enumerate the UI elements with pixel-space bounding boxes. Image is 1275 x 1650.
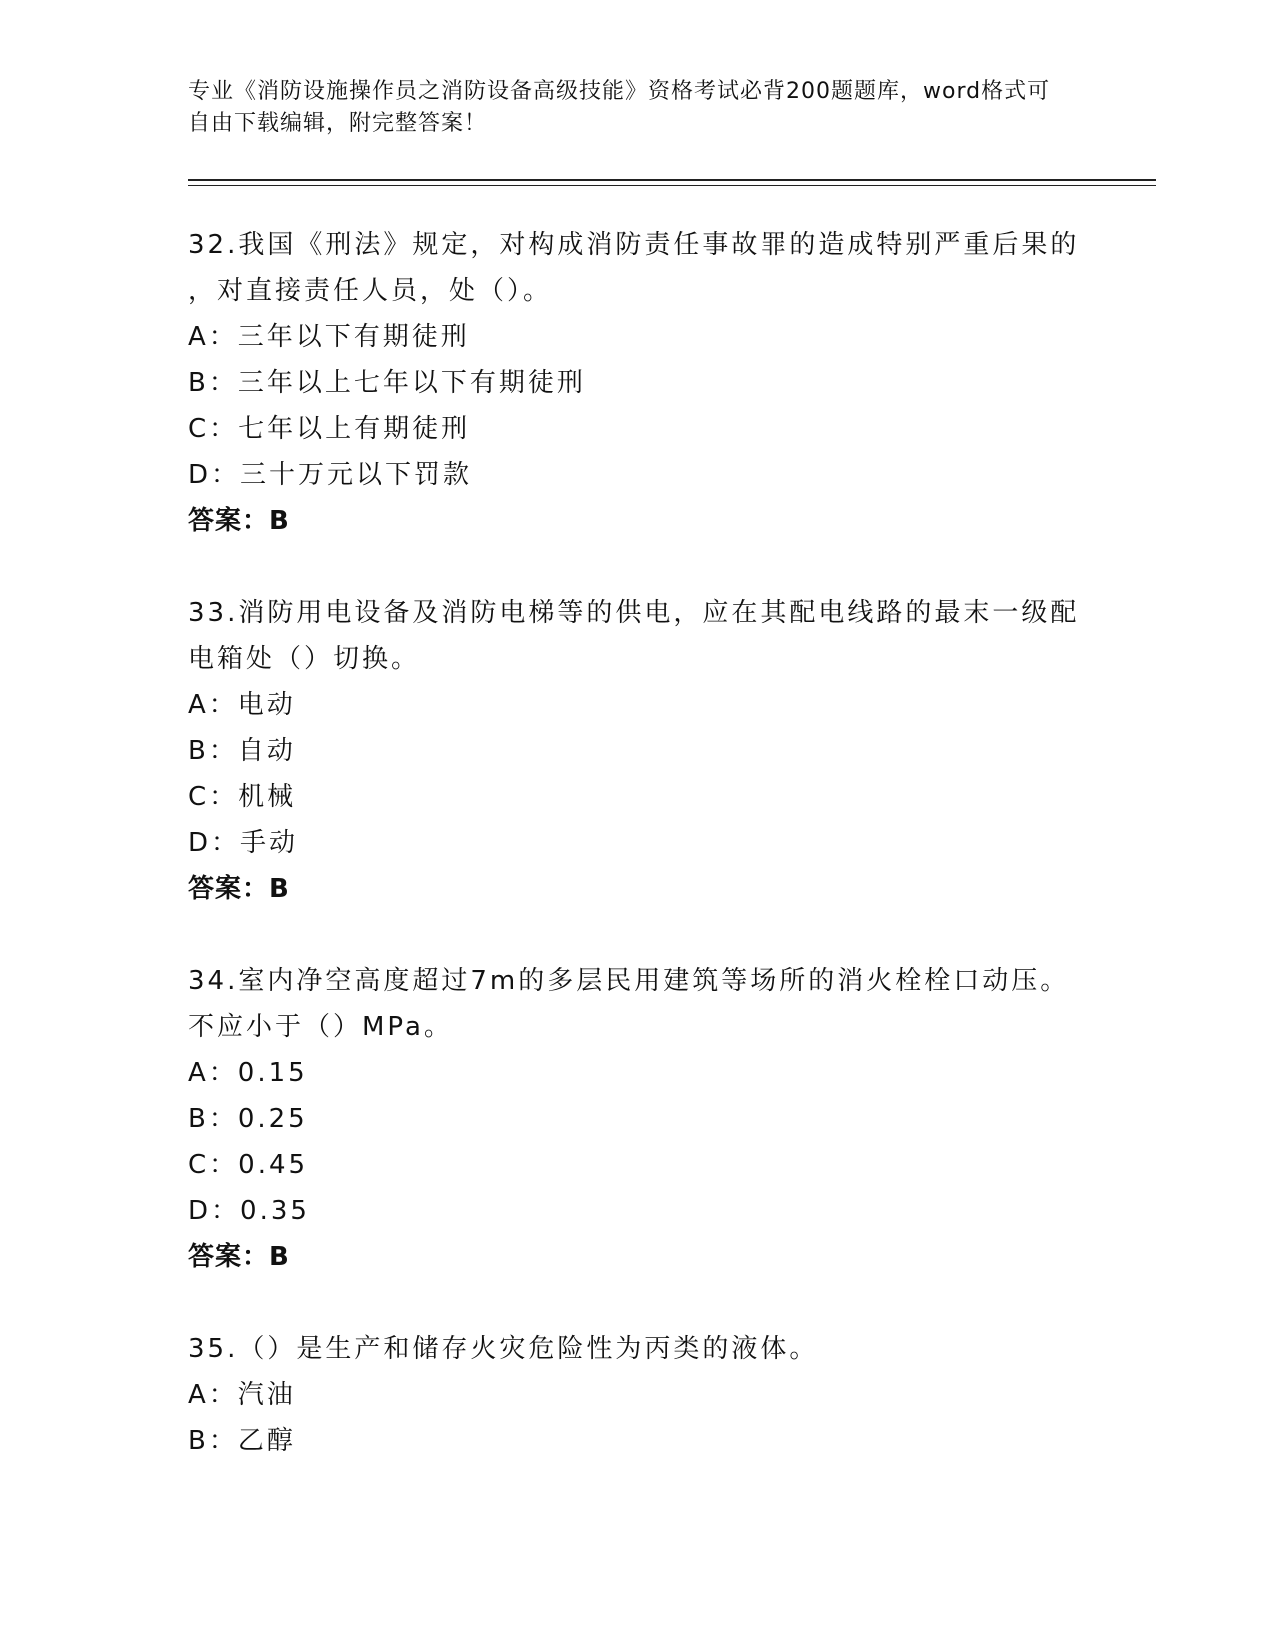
question-stem-line: 电箱处（）切换。 [188, 644, 421, 674]
option-d: D：手动 [188, 828, 299, 858]
option-c: C：0.45 [188, 1150, 309, 1180]
question-stem-line: 35.（）是生产和储存火灾危险性为丙类的液体。 [188, 1334, 819, 1364]
question-stem-line: 33.消防用电设备及消防电梯等的供电，应在其配电线路的最末一级配 [188, 598, 1080, 628]
option-b: B：0.25 [188, 1104, 308, 1134]
option-a: A：三年以下有期徒刑 [188, 322, 470, 352]
answer: 答案：B [188, 1242, 290, 1272]
question-stem-line: 不应小于（）MPa。 [188, 1012, 453, 1042]
option-a: A：汽油 [188, 1380, 296, 1410]
question-stem [188, 590, 1088, 682]
question-35 [188, 1326, 1088, 1464]
header-intro-text: 专业《消防设施操作员之消防设备高级技能》资格考试必背200题题库，word格式可自由下载编辑，附完整答案！ [188, 79, 1051, 136]
answer: 答案：B [188, 874, 290, 904]
option-d: D：三十万元以下罚款 [188, 460, 473, 490]
question-stem-line: ，对直接责任人员，处（）。 [188, 276, 553, 306]
option-c: C：七年以上有期徒刑 [188, 414, 471, 444]
option-b: B：自动 [188, 736, 296, 766]
question-stem [188, 222, 1088, 314]
answer: 答案：B [188, 506, 290, 536]
question-stem [188, 1326, 1088, 1372]
option-a: A：0.15 [188, 1058, 308, 1088]
question-stem-line: 32.我国《刑法》规定，对构成消防责任事故罪的造成特别严重后果的 [188, 230, 1080, 260]
question-stem-line: 34.室内净空高度超过7m的多层民用建筑等场所的消火栓栓口动压。 [188, 966, 1070, 996]
question-33 [188, 590, 1088, 912]
option-b: B：乙醇 [188, 1426, 296, 1456]
question-stem [188, 958, 1088, 1050]
option-a: A：电动 [188, 690, 296, 720]
question-34 [188, 958, 1088, 1280]
document-header [188, 76, 1068, 140]
question-32 [188, 222, 1088, 544]
option-d: D：0.35 [188, 1196, 310, 1226]
header-divider-thick [188, 179, 1156, 181]
option-c: C：机械 [188, 782, 297, 812]
header-divider-thin [188, 185, 1156, 186]
option-b: B：三年以上七年以下有期徒刑 [188, 368, 586, 398]
